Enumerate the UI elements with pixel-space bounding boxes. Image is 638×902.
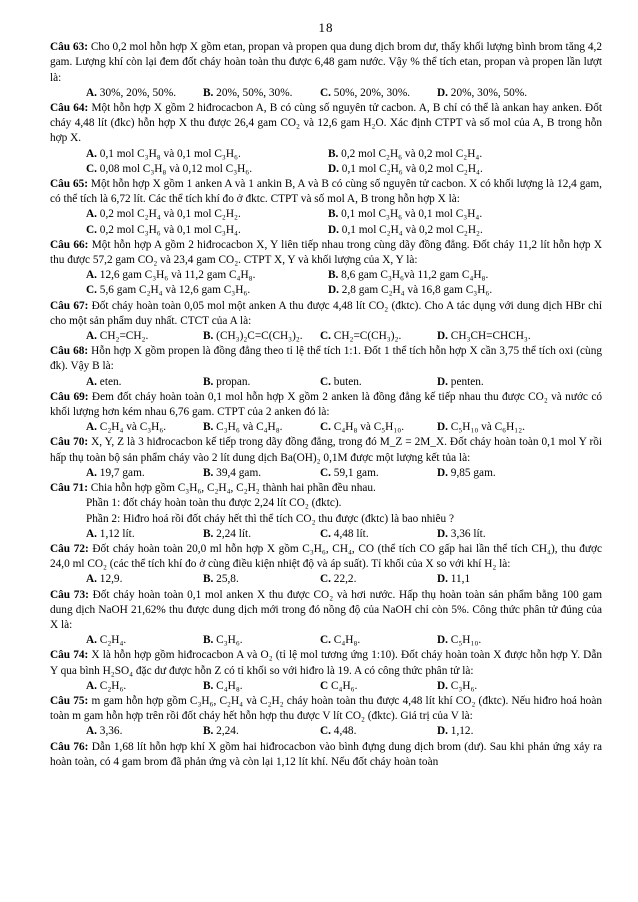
question-block [50, 694, 602, 740]
answer-option [437, 572, 470, 587]
answer-option [328, 147, 482, 162]
answer-option-text: 3,36 lít. [447, 527, 486, 540]
question-text [50, 299, 602, 329]
question-body: Hỗn hợp X gồm propen là đồng đẳng theo tỉ lệ thể tích 1:1. Đốt 1 thể tích hỗn hợp X cần 3,75 thể tích oxi (cùng đk). Vậy B là: [50, 345, 602, 373]
answer-option-letter: B. [203, 421, 214, 434]
answer-options-row [50, 162, 602, 177]
answer-option-letter: C. [320, 86, 331, 99]
question-text [50, 101, 602, 147]
answer-option [86, 679, 203, 694]
answer-option-letter: A. [86, 634, 97, 647]
question-label: Câu 67: [50, 299, 89, 312]
answer-option-letter: D. [437, 634, 448, 647]
question-label: Câu 70: [50, 436, 89, 449]
answer-option-letter: D. [328, 162, 339, 175]
answer-option-text: 12,6 gam C₃H₆ và 11,2 gam C₄H₈. [96, 269, 256, 282]
answer-option [437, 633, 481, 648]
answer-option-text: 19,7 gam. [96, 466, 145, 479]
answer-option-letter: A. [86, 421, 97, 434]
answer-option [203, 572, 320, 587]
question-text [50, 238, 602, 268]
answer-option-letter: B. [203, 634, 214, 647]
answer-option-letter: B. [203, 466, 214, 479]
answer-option-text: 2,8 gam C₂H₄ và 16,8 gam C₃H₆. [338, 284, 493, 297]
answer-option-text: 2,24 lít. [213, 527, 252, 540]
answer-options-row [50, 147, 602, 162]
answer-option [203, 86, 320, 101]
answer-option-text: C₃H₆ và C₄H₈. [213, 421, 283, 434]
answer-option [203, 724, 320, 739]
answer-option-text: C₂H₄. [96, 634, 127, 647]
question-block [50, 435, 602, 481]
answer-option-letter: A. [86, 375, 97, 388]
answer-option [203, 375, 320, 390]
answer-option-letter: D. [437, 330, 448, 343]
answer-option [86, 207, 328, 222]
answer-option-text: CH₂=C(CH₃)₂. [330, 330, 402, 343]
answer-option-text: C₄H₈. [330, 634, 361, 647]
answer-option-text: 4,48 lít. [330, 527, 369, 540]
answer-option [203, 420, 320, 435]
question-label: Câu 75: [50, 694, 89, 707]
question-body: X là hỗn hợp gồm hiđrocacbon A và O₂ (tỉ lệ mol tương ứng 1:10). Đốt cháy hoàn toàn X được hỗn hợp Y. Dẫn Y qua bình H₂SO₄ đặc dư được hỗn Z có tỉ khối so với hiđro là 19. A có công thức phân tử là: [50, 649, 602, 677]
question-label: Câu 76: [50, 740, 89, 753]
answer-option-letter: A. [86, 86, 97, 99]
question-body: m gam hỗn hợp gồm C₃H₆, C₂H₄ và C₂H₂ cháy hoàn toàn thu được 4,48 lít khí CO₂ (đktc). Nếu hiđro hoá hoàn toàn m gam hỗn hợp trên rồi đốt cháy hết hỗn hợp thu được V lít CO₂ (đktc). Giá trị của V là: [50, 694, 602, 723]
answer-options-row [50, 268, 602, 283]
answer-option-letter: C. [320, 421, 331, 434]
question-body: Một hỗn hợp A gồm 2 hiđrocacbon X, Y liên tiếp nhau trong cùng dãy đồng đẳng. Đốt cháy 11,2 lít hỗn hợp X thu được 57,2 gam CO₂ và 23,4 gam CO₂. CTPT X, Y và khối lượng của X, Y là: [50, 238, 602, 267]
answer-option [328, 268, 488, 283]
answer-option-text: 0,1 mol C₂H₄ và 0,2 mol C₂H₂. [338, 223, 483, 236]
answer-option-text: (CH₃)₂C=C(CH₃)₂. [213, 330, 303, 343]
question-body: Dẫn 1,68 lít hỗn hợp khí X gồm hai hiđrocacbon vào bình đựng dung dịch brom (dư). Sau khi phản ứng xảy ra hoàn toàn, có 4 gam brom đã phản ứng và còn lại 1,12 lít khí. Nếu đốt cháy hoàn toàn [50, 740, 602, 768]
answer-option [437, 86, 527, 101]
question-body: Chia hỗn hợp gồm C₃H₆, C₂H₄, C₂H₂ thành hai phần đều nhau. [87, 482, 376, 495]
answer-option-text: 2,24. [213, 725, 239, 738]
question-block [50, 299, 602, 345]
answer-options-row [50, 375, 602, 390]
answer-option-letter: A. [86, 466, 97, 479]
answer-option [320, 86, 437, 101]
answer-option-letter: B. [203, 330, 214, 343]
answer-option-text: 0,2 mol C₂H₆ và 0,2 mol C₂H₄. [338, 147, 483, 160]
answer-option-text: 12,9. [96, 573, 123, 586]
answer-options-row [50, 329, 602, 344]
answer-option [328, 207, 482, 222]
answer-options-row [50, 223, 602, 238]
question-block [50, 740, 602, 770]
question-text [50, 177, 602, 207]
question-label: Câu 71: [50, 482, 88, 495]
answer-option [86, 162, 328, 177]
answer-option-letter: A. [86, 269, 97, 282]
answer-option-letter: B. [203, 527, 214, 540]
question-text [50, 344, 602, 374]
answer-option-text: 5,6 gam C₂H₄ và 12,6 gam C₃H₆. [96, 284, 251, 297]
question-body: Đốt cháy hoàn toàn 0,05 mol một anken A thu được 4,48 lít CO₂ (đktc). Cho A tác dụng với dung dịch HBr chỉ cho một sản phẩm duy nhất. CTCT của A là: [50, 299, 602, 327]
question-list [50, 40, 602, 770]
answer-option-letter: C. [320, 725, 331, 738]
answer-option-letter: C [320, 679, 329, 692]
answer-option-letter: D. [328, 284, 339, 297]
question-label: Câu 66: [50, 238, 89, 251]
answer-option-text: 20%, 30%, 50%. [447, 86, 528, 99]
question-label: Câu 69: [50, 390, 89, 403]
answer-option [328, 283, 492, 298]
answer-option-text: penten. [447, 375, 484, 388]
question-block [50, 542, 602, 588]
answer-option-text: 11,1 [447, 573, 471, 586]
answer-option-letter: A. [86, 679, 97, 692]
question-body: Một hỗn hợp X gồm 2 hiđrocacbon A, B có cùng số nguyên tử cacbon. A, B chỉ có thể là ankan hay anken. Đốt cháy 4,48 lít (đkc) hỗn hợp X thu được 26,4 gam CO₂ và 12,6 gam H₂O. Xác định CTPT và số mol của A, B trong hỗn hợp X. [50, 102, 602, 145]
answer-option [203, 466, 320, 481]
answer-option-letter: D. [437, 725, 448, 738]
answer-option [86, 375, 203, 390]
answer-option [320, 466, 437, 481]
answer-option-text: C₂H₆. [96, 679, 127, 692]
answer-option [328, 223, 483, 238]
answer-option [203, 633, 320, 648]
answer-options-row [50, 86, 602, 101]
answer-option [437, 375, 484, 390]
answer-option-letter: C. [86, 223, 97, 236]
question-block [50, 588, 602, 649]
question-body: Đốt cháy hoàn toàn 20,0 ml hỗn hợp X gồm C₃H₆, CH₄, CO (thể tích CO gấp hai lần thể tích CH₄), thu được 24,0 ml CO₂ (các thể tích khí đo ở cùng điều kiện nhiệt độ và áp suất). Tỉ khối của X so với khí H₂ là: [50, 542, 602, 571]
answer-option-text: 0,08 mol C₃H₈ và 0,12 mol C₃H₆. [96, 162, 253, 175]
answer-option [86, 420, 203, 435]
answer-option-text: eten. [96, 375, 122, 388]
answer-option [86, 86, 203, 101]
answer-option-text: C₄H₈ và C₅H₁₀. [330, 421, 405, 434]
answer-option-letter: C. [320, 634, 331, 647]
answer-option-text: 50%, 20%, 30%. [330, 86, 411, 99]
answer-option [320, 724, 437, 739]
answer-option-letter: A. [86, 725, 97, 738]
answer-option-text: buten. [330, 375, 362, 388]
answer-option [437, 527, 486, 542]
answer-option-letter: A. [86, 573, 97, 586]
question-text [50, 435, 602, 465]
answer-option-text: 0,2 mol C₂H₄ và 0,1 mol C₂H₂. [96, 208, 241, 221]
answer-options-row [50, 466, 602, 481]
answer-option [86, 466, 203, 481]
question-label: Câu 74: [50, 649, 89, 662]
answer-option [320, 420, 437, 435]
answer-option-letter: B. [203, 573, 214, 586]
answer-option-text: 1,12. [447, 725, 474, 738]
answer-option-letter: D. [437, 421, 448, 434]
answer-option-text: 8,6 gam C₃H₆và 11,2 gam C₄H₈. [338, 269, 489, 282]
question-block [50, 648, 602, 694]
question-text [50, 542, 602, 572]
answer-option-letter: D. [437, 527, 448, 540]
question-body: Đem đốt cháy hoàn toàn 0,1 mol hỗn hợp X gồm 2 anken là đồng đẳng kế tiếp nhau thu được CO₂ và nước có khối lượng hơn kém nhau 6,76 gam. CTPT của 2 anken đó là: [50, 390, 602, 419]
answer-option-letter: D. [437, 86, 448, 99]
answer-option-text: 9,85 gam. [447, 466, 496, 479]
answer-options-row [50, 420, 602, 435]
question-label: Câu 72: [50, 542, 89, 555]
question-block [50, 101, 602, 177]
question-subpart: Phần 2: Hiđro hoá rồi đốt cháy hết thì thể tích CO₂ thu được (đktc) là bao nhiêu ? [86, 512, 455, 525]
answer-option [203, 329, 320, 344]
question-block [50, 481, 602, 542]
answer-option-text: 20%, 50%, 30%. [213, 86, 293, 99]
answer-option-letter: C. [320, 330, 331, 343]
answer-option-letter: C. [320, 375, 331, 388]
answer-option-letter: A. [86, 527, 97, 540]
answer-option-letter: D. [437, 375, 448, 388]
answer-options-row [50, 207, 602, 222]
question-text [50, 40, 602, 86]
answer-option [437, 420, 525, 435]
answer-option-text: C₂H₄ và C₃H₆. [96, 421, 167, 434]
answer-option-text: 22,2. [330, 573, 357, 586]
answer-option-text: C₄H₈. [213, 679, 243, 692]
answer-option-text: C₅H₁₀. [447, 634, 482, 647]
answer-option-text: 25,8. [213, 573, 239, 586]
answer-option [203, 679, 320, 694]
question-text [50, 588, 602, 634]
answer-option [320, 572, 437, 587]
question-label: Câu 73: [50, 588, 89, 601]
answer-option [320, 375, 437, 390]
answer-options-row [50, 633, 602, 648]
answer-option-letter: D. [437, 679, 448, 692]
answer-option-text: 3,36. [96, 725, 123, 738]
question-label: Câu 64: [50, 102, 89, 115]
answer-option [203, 527, 320, 542]
answer-option-text: 30%, 20%, 50%. [96, 86, 177, 99]
answer-option [437, 329, 531, 344]
answer-option-letter: B. [203, 725, 214, 738]
answer-option-letter: A. [86, 330, 97, 343]
answer-option-text: 59,1 gam. [330, 466, 379, 479]
answer-option [320, 329, 437, 344]
question-block [50, 390, 602, 436]
answer-option-letter: D. [437, 466, 448, 479]
question-text [50, 694, 602, 724]
question-subpart: Phần 1: đốt cháy hoàn toàn thu được 2,24 lít CO₂ (đktc). [86, 497, 342, 510]
answer-option-letter: C. [320, 527, 331, 540]
answer-option [320, 527, 437, 542]
answer-option-letter: C. [320, 466, 331, 479]
answer-option-letter: D. [437, 573, 448, 586]
answer-option-text: C₃H₆. [213, 634, 243, 647]
answer-option-text: 0,1 mol C₃H₆ và 0,1 mol C₃H₄. [338, 208, 483, 221]
answer-option-letter: B. [328, 208, 339, 221]
answer-option [437, 466, 496, 481]
question-block [50, 40, 602, 101]
answer-option-text: 0,2 mol C₃H₆ và 0,1 mol C₃H₄. [96, 223, 241, 236]
answer-option-letter: D. [328, 223, 339, 236]
answer-option-text: propan. [213, 375, 251, 388]
answer-option-text: 4,48. [330, 725, 357, 738]
answer-options-row [50, 572, 602, 587]
answer-options-row [50, 527, 602, 542]
answer-option-text: CH₂=CH₂. [96, 330, 149, 343]
answer-option-text: 1,12 lít. [96, 527, 135, 540]
question-text [50, 481, 602, 496]
answer-option [86, 724, 203, 739]
answer-option-text: C₅H₁₀ và C₆H₁₂. [447, 421, 525, 434]
answer-option [437, 724, 473, 739]
question-body: Đốt cháy hoàn toàn 0,1 mol anken X thu được CO₂ và hơi nước. Hấp thụ hoàn toàn sản phẩm bằng 100 gam dung dịch NaOH 21,62% thu được dung dịch mới trong đó nồng độ của NaOH chỉ còn 5%. Công thức phân tử đúng của X là: [50, 588, 602, 631]
answer-option-text: CH₃CH=CHCH₃. [447, 330, 531, 343]
answer-option-text: 0,1 mol C₂H₆ và 0,2 mol C₂H₄. [338, 162, 483, 175]
answer-options-row [50, 724, 602, 739]
answer-option-text: 0,1 mol C₃H₈ và 0,1 mol C₃H₆. [96, 147, 241, 160]
question-block [50, 177, 602, 238]
answer-option [328, 162, 483, 177]
answer-option-letter: B. [328, 147, 339, 160]
answer-option [86, 147, 328, 162]
page-number: 18 [318, 20, 334, 35]
question-body: Một hỗn hợp X gồm 1 anken A và 1 ankin B, A và B có cùng số nguyên tử cacbon. X có khối lượng là 12,4 gam, có thể tích là 6,72 lít. Các thể tích khí đo ở đktc. CTPT và số mol A, B trong hỗn hợp X là: [50, 178, 602, 206]
answer-option-text: C₄H₆. [328, 679, 358, 692]
answer-option-letter: B. [203, 679, 214, 692]
answer-option-letter: B. [203, 375, 214, 388]
answer-option-letter: B. [328, 269, 339, 282]
answer-option-letter: A. [86, 147, 97, 160]
answer-option [86, 572, 203, 587]
answer-options-row [50, 283, 602, 298]
question-label: Câu 68: [50, 345, 89, 358]
answer-option-letter: C. [320, 573, 331, 586]
answer-option-text: 39,4 gam. [213, 466, 262, 479]
question-body: Cho 0,2 mol hỗn hợp X gồm etan, propan và propen qua dung dịch brom dư, thấy khối lượng bình brom tăng 4,2 gam. Lượng khí còn lại đem đốt cháy hoàn toàn thu được 6,48 gam nước. Vậy % thể tích etan, propan và propen lần lượt là: [50, 41, 602, 84]
question-label: Câu 65: [50, 178, 89, 191]
question-block [50, 344, 602, 390]
question-label: Câu 63: [50, 41, 88, 54]
answer-option-letter: A. [86, 208, 97, 221]
answer-option-letter: C. [86, 284, 97, 297]
answer-option [86, 223, 328, 238]
answer-option-letter: B. [203, 86, 214, 99]
answer-option [86, 633, 203, 648]
question-body: X, Y, Z là 3 hiđrocacbon kế tiếp trong dãy đồng đẳng, trong đó M_Z = 2M_X. Đốt cháy hoàn toàn 0,1 mol Y rồi hấp thụ toàn bộ sản phẩm cháy vào 2 lít dung dịch Ba(OH)₂ 0,1M được một lượng kết tủa là: [50, 436, 602, 464]
question-block [50, 238, 602, 299]
answer-option [86, 268, 328, 283]
answer-option [86, 329, 203, 344]
question-text [50, 648, 602, 678]
answer-option [437, 679, 477, 694]
answer-option [320, 679, 437, 694]
answer-option-text: C₃H₆. [447, 679, 478, 692]
answer-option [320, 633, 437, 648]
answer-option-letter: C. [86, 162, 97, 175]
question-text [50, 390, 602, 420]
answer-option [86, 283, 328, 298]
question-text [50, 740, 602, 770]
answer-options-row [50, 679, 602, 694]
answer-option [86, 527, 203, 542]
